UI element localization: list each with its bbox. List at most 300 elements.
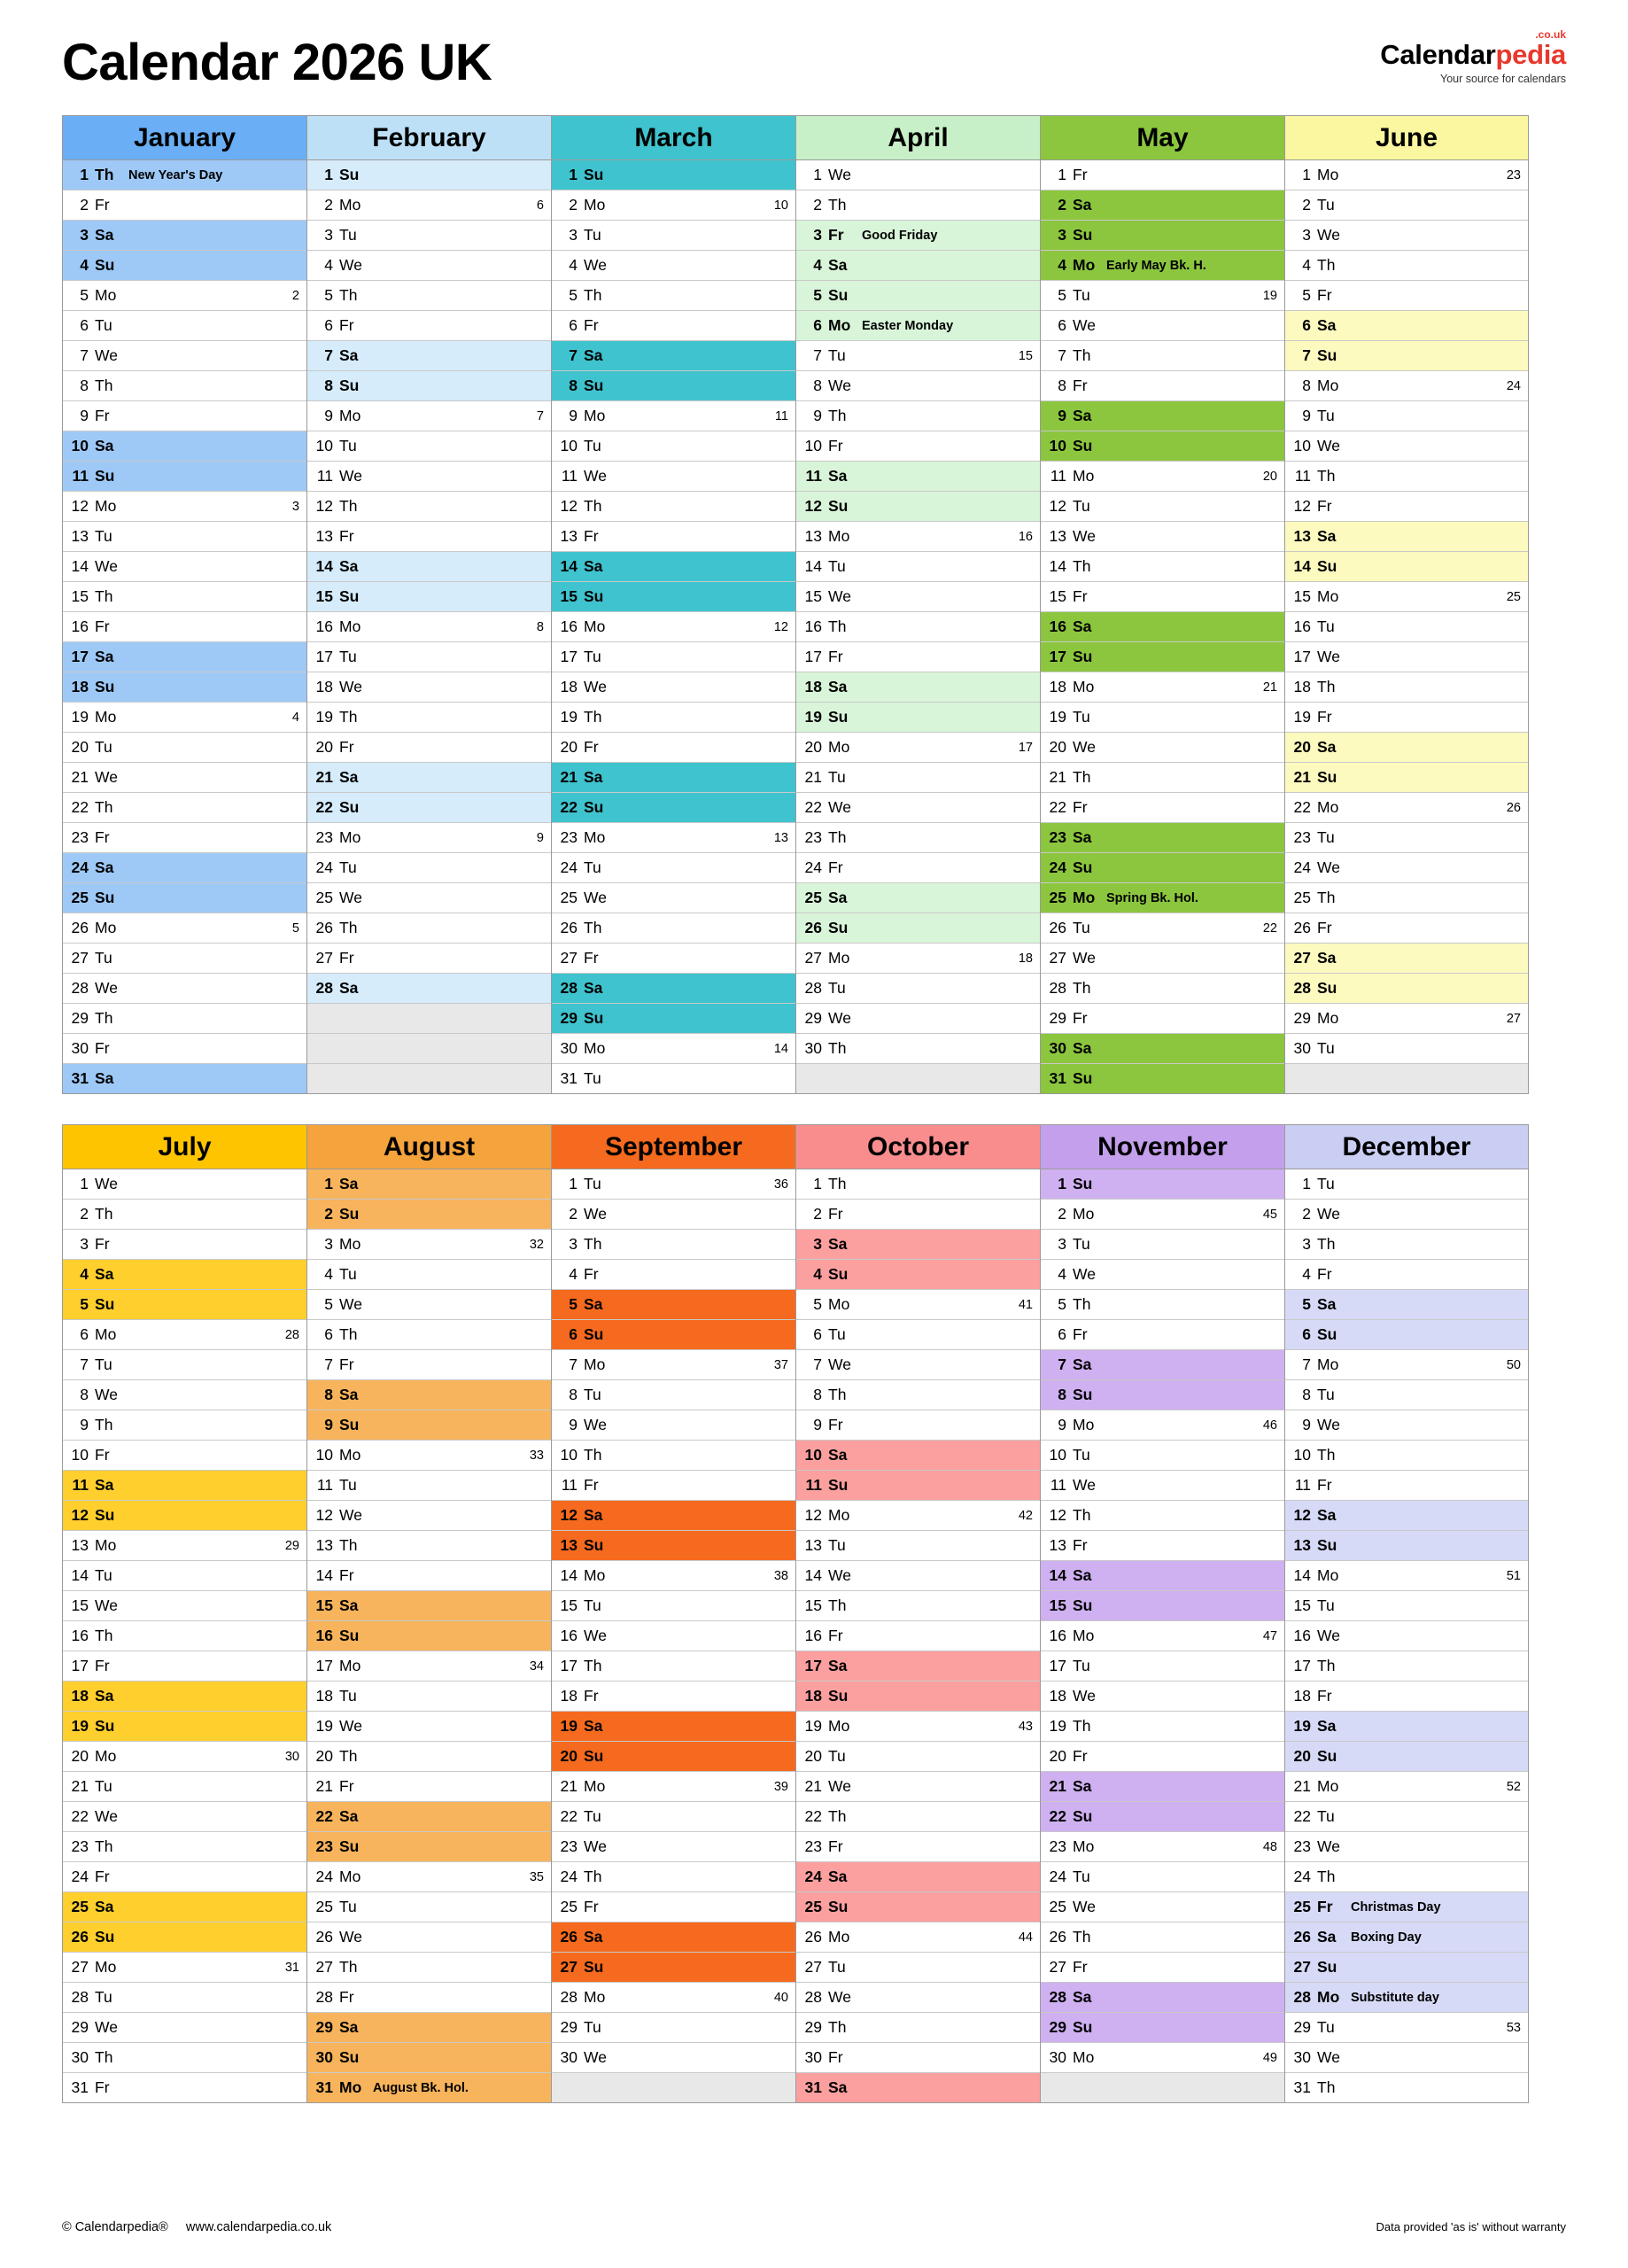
- week-number: 2: [291, 288, 299, 303]
- day-of-week: Tu: [828, 557, 846, 575]
- day-number: 7: [813, 346, 822, 364]
- week-number: 39: [773, 1779, 788, 1794]
- day-number: 12: [560, 1506, 578, 1524]
- week-number: 22: [1262, 920, 1277, 936]
- day-number: 23: [1293, 1837, 1311, 1855]
- day-of-week: We: [339, 1295, 362, 1313]
- day-row: [63, 823, 306, 853]
- day-of-week: Mo: [1073, 256, 1096, 274]
- day-number: 7: [1302, 1355, 1311, 1373]
- day-of-week: Tu: [584, 1175, 601, 1192]
- day-of-week: We: [339, 1928, 362, 1946]
- day-row: [796, 763, 1040, 793]
- day-row: [1285, 1772, 1528, 1802]
- day-number: 27: [71, 1958, 89, 1976]
- day-row: [63, 1320, 306, 1350]
- day-number: 7: [80, 346, 89, 364]
- day-row: [796, 642, 1040, 672]
- day-row: [552, 341, 795, 371]
- day-number: 7: [813, 1355, 822, 1373]
- holiday-label: Substitute day: [1351, 1990, 1439, 2005]
- week-number: 36: [773, 1177, 788, 1192]
- day-of-week: Fr: [828, 648, 843, 665]
- day-number: 9: [324, 1416, 333, 1433]
- day-row: [1285, 1501, 1528, 1531]
- day-of-week: Fr: [95, 1446, 110, 1464]
- day-row: [1041, 853, 1284, 883]
- holiday-label: Boxing Day: [1351, 1930, 1422, 1945]
- day-row: [307, 552, 551, 582]
- day-row: [307, 1892, 551, 1922]
- day-row: [63, 974, 306, 1004]
- day-of-week: Fr: [95, 1235, 110, 1253]
- day-row: [63, 1561, 306, 1591]
- brand-name: [1380, 28, 1566, 71]
- day-row: [796, 1471, 1040, 1501]
- day-number: 21: [1049, 768, 1066, 786]
- day-of-week: Sa: [1073, 1777, 1092, 1795]
- day-of-week: Sa: [95, 1687, 114, 1705]
- day-row: [1285, 522, 1528, 552]
- day-of-week: Tu: [1317, 2018, 1335, 2036]
- week-number: 17: [1018, 740, 1033, 755]
- day-row: [552, 1591, 795, 1621]
- day-number: 16: [1049, 617, 1066, 635]
- day-number: 23: [1293, 828, 1311, 846]
- day-row: [796, 1034, 1040, 1064]
- day-row: [307, 190, 551, 221]
- day-of-week: Su: [1317, 1747, 1337, 1765]
- day-row: [1285, 763, 1528, 793]
- day-row: [1285, 251, 1528, 281]
- day-row: [796, 281, 1040, 311]
- day-number: 20: [1293, 738, 1311, 756]
- day-row: [63, 1380, 306, 1410]
- day-number: 10: [1293, 1446, 1311, 1464]
- day-number: 8: [569, 1386, 578, 1403]
- day-number: 21: [315, 1777, 333, 1795]
- day-number: 22: [71, 798, 89, 816]
- day-row: [1285, 190, 1528, 221]
- day-row: [796, 1290, 1040, 1320]
- day-of-week: Th: [1317, 467, 1336, 485]
- day-of-week: We: [1073, 1265, 1096, 1283]
- day-number: 13: [1293, 527, 1311, 545]
- day-number: 29: [804, 1009, 822, 1027]
- day-number: 13: [804, 527, 822, 545]
- day-number: 15: [1049, 1596, 1066, 1614]
- day-row: [307, 1531, 551, 1561]
- day-row: [63, 160, 306, 190]
- day-number: 12: [1049, 1506, 1066, 1524]
- copyright-text: © Calendarpedia®: [62, 2220, 168, 2234]
- day-of-week: Fr: [95, 1039, 110, 1057]
- day-row: [307, 2043, 551, 2073]
- day-row: [1285, 552, 1528, 582]
- day-row: [552, 251, 795, 281]
- day-number: 3: [1058, 226, 1066, 244]
- day-of-week: We: [828, 1355, 851, 1373]
- day-row: [307, 1862, 551, 1892]
- day-of-week: Th: [95, 1416, 113, 1433]
- day-of-week: Th: [1073, 1506, 1091, 1524]
- day-number: 22: [1049, 798, 1066, 816]
- day-number: 15: [315, 587, 333, 605]
- day-number: 2: [813, 196, 822, 214]
- day-row: [796, 2073, 1040, 2103]
- day-number: 4: [324, 256, 333, 274]
- day-row: [307, 1742, 551, 1772]
- day-number: 16: [71, 617, 89, 635]
- day-number: 28: [1049, 1988, 1066, 2006]
- day-row: [552, 401, 795, 431]
- day-number: 27: [1049, 949, 1066, 967]
- day-number: 8: [813, 1386, 822, 1403]
- day-of-week: Sa: [1317, 527, 1337, 545]
- day-row: [1041, 1953, 1284, 1983]
- month-column-september: [551, 1124, 795, 2103]
- day-number: 20: [71, 1747, 89, 1765]
- day-row: [63, 1953, 306, 1983]
- day-of-week: Mo: [1073, 1416, 1095, 1433]
- day-row: [1041, 462, 1284, 492]
- day-number: 24: [560, 1868, 578, 1885]
- day-number: 30: [560, 2048, 578, 2066]
- day-of-week: We: [95, 2018, 118, 2036]
- week-number: 3: [291, 499, 299, 514]
- day-number: 30: [560, 1039, 578, 1057]
- day-of-week: Tu: [584, 1596, 601, 1614]
- day-row: [1285, 1892, 1528, 1922]
- day-of-week: Su: [828, 497, 849, 515]
- day-row: [307, 1651, 551, 1682]
- day-of-week: Th: [1073, 768, 1091, 786]
- day-row: [307, 763, 551, 793]
- day-row: [1041, 1892, 1284, 1922]
- day-number: 13: [71, 1536, 89, 1554]
- day-number: 12: [315, 1506, 333, 1524]
- day-row: [552, 733, 795, 763]
- day-of-week: Tu: [828, 979, 846, 997]
- day-number: 6: [813, 316, 822, 334]
- day-row: [63, 1441, 306, 1471]
- week-number: 7: [536, 408, 544, 423]
- day-of-week: Fr: [1317, 1265, 1332, 1283]
- day-number: 2: [80, 196, 89, 214]
- day-row: [63, 431, 306, 462]
- day-of-week: Th: [339, 1958, 358, 1976]
- day-of-week: We: [95, 768, 118, 786]
- day-row: [307, 221, 551, 251]
- day-row: [796, 672, 1040, 703]
- empty-row: [1041, 2073, 1284, 2103]
- day-of-week: Th: [584, 1446, 602, 1464]
- day-number: 14: [1293, 557, 1311, 575]
- day-number: 16: [804, 617, 822, 635]
- day-number: 8: [80, 1386, 89, 1403]
- day-number: 3: [80, 226, 89, 244]
- day-row: [796, 1953, 1040, 1983]
- day-row: [1285, 944, 1528, 974]
- day-row: [307, 492, 551, 522]
- day-row: [1041, 974, 1284, 1004]
- day-number: 22: [1293, 798, 1311, 816]
- day-of-week: Mo: [584, 1777, 606, 1795]
- day-row: [796, 431, 1040, 462]
- day-of-week: Tu: [339, 858, 357, 876]
- day-row: [1285, 1441, 1528, 1471]
- day-of-week: Fr: [1073, 1747, 1088, 1765]
- day-number: 12: [1293, 497, 1311, 515]
- page-title: Calendar 2026 UK: [62, 34, 492, 91]
- day-number: 21: [1049, 1777, 1066, 1795]
- week-number: 50: [1506, 1357, 1521, 1372]
- day-row: [1285, 281, 1528, 311]
- day-of-week: Fr: [339, 1355, 354, 1373]
- day-of-week: Fr: [339, 316, 354, 334]
- day-number: 15: [560, 1596, 578, 1614]
- day-of-week: Mo: [584, 407, 606, 424]
- day-number: 9: [1058, 407, 1066, 424]
- day-of-week: Tu: [1317, 617, 1335, 635]
- day-number: 31: [804, 2078, 822, 2096]
- day-of-week: Sa: [828, 678, 848, 695]
- day-number: 3: [569, 226, 578, 244]
- day-of-week: Mo: [828, 738, 850, 756]
- brand-logo: [1380, 23, 1566, 85]
- day-of-week: Fr: [828, 437, 843, 454]
- day-row: [63, 1531, 306, 1561]
- day-of-week: Fr: [828, 1416, 843, 1433]
- day-number: 6: [1058, 316, 1066, 334]
- day-number: 17: [804, 1657, 822, 1674]
- day-number: 27: [1293, 949, 1311, 967]
- day-number: 25: [804, 1898, 822, 1915]
- day-number: 18: [71, 678, 89, 695]
- week-number: 20: [1262, 469, 1277, 484]
- day-number: 25: [1049, 889, 1066, 906]
- day-number: 11: [1294, 467, 1311, 485]
- week-number: 30: [284, 1749, 299, 1764]
- day-number: 3: [324, 226, 333, 244]
- day-number: 9: [80, 407, 89, 424]
- day-number: 5: [1058, 286, 1066, 304]
- day-number: 27: [315, 1958, 333, 1976]
- day-of-week: Sa: [1073, 407, 1092, 424]
- day-of-week: Sa: [95, 858, 114, 876]
- day-of-week: Mo: [95, 497, 117, 515]
- day-number: 10: [71, 437, 89, 454]
- day-of-week: Tu: [584, 648, 601, 665]
- day-of-week: Mo: [1317, 1988, 1340, 2006]
- day-of-week: Fr: [95, 196, 110, 214]
- month-column-november: [1040, 1124, 1284, 2103]
- day-number: 8: [1058, 377, 1066, 394]
- week-number: 16: [1018, 529, 1033, 544]
- day-row: [307, 1410, 551, 1441]
- day-of-week: We: [828, 166, 851, 183]
- day-number: 18: [71, 1687, 89, 1705]
- week-number: 42: [1018, 1508, 1033, 1523]
- day-row: [1041, 401, 1284, 431]
- day-row: [307, 1350, 551, 1380]
- month-header: May: [1041, 116, 1284, 160]
- day-of-week: Su: [339, 798, 360, 816]
- day-number: 8: [324, 1386, 333, 1403]
- day-number: 13: [560, 1536, 578, 1554]
- day-of-week: Sa: [828, 1868, 848, 1885]
- day-of-week: We: [95, 557, 118, 575]
- week-number: 15: [1018, 348, 1033, 363]
- day-of-week: We: [584, 1205, 607, 1223]
- day-of-week: Th: [584, 1657, 602, 1674]
- day-row: [552, 281, 795, 311]
- day-of-week: We: [1317, 226, 1340, 244]
- day-number: 4: [569, 1265, 578, 1283]
- day-of-week: Sa: [339, 979, 359, 997]
- day-of-week: Sa: [584, 1928, 603, 1946]
- day-number: 11: [72, 467, 89, 485]
- day-of-week: Sa: [828, 1657, 848, 1674]
- day-of-week: Su: [339, 1416, 360, 1433]
- week-number: 53: [1506, 2020, 1521, 2035]
- week-number: 9: [536, 830, 544, 845]
- day-row: [552, 1772, 795, 1802]
- day-number: 29: [804, 2018, 822, 2036]
- day-number: 6: [1058, 1325, 1066, 1343]
- day-row: [63, 672, 306, 703]
- day-row: [1041, 763, 1284, 793]
- holiday-label: August Bk. Hol.: [373, 2080, 469, 2095]
- day-row: [307, 733, 551, 763]
- day-number: 24: [315, 1868, 333, 1885]
- day-number: 28: [1293, 1988, 1311, 2006]
- week-number: 34: [529, 1658, 544, 1674]
- holiday-label: New Year's Day: [128, 167, 223, 183]
- day-number: 25: [560, 1898, 578, 1915]
- day-row: [796, 251, 1040, 281]
- day-number: 11: [316, 467, 333, 485]
- day-row: [1285, 582, 1528, 612]
- day-row: [63, 492, 306, 522]
- day-of-week: Su: [828, 919, 849, 936]
- day-of-week: Th: [95, 1205, 113, 1223]
- day-row: [1041, 552, 1284, 582]
- day-of-week: Th: [828, 2018, 847, 2036]
- day-of-week: Tu: [584, 1069, 601, 1087]
- day-row: [552, 1230, 795, 1260]
- day-number: 3: [324, 1235, 333, 1253]
- day-number: 9: [569, 1416, 578, 1433]
- day-number: 20: [804, 1747, 822, 1765]
- day-of-week: Sa: [339, 2018, 359, 2036]
- brand-tagline: Your source for calendars: [1440, 73, 1566, 85]
- day-number: 25: [315, 1898, 333, 1915]
- day-row: [63, 281, 306, 311]
- day-of-week: Su: [584, 377, 604, 394]
- day-number: 6: [324, 316, 333, 334]
- day-of-week: We: [95, 1596, 118, 1614]
- day-number: 15: [804, 587, 822, 605]
- day-number: 19: [71, 1717, 89, 1735]
- day-number: 19: [1049, 1717, 1066, 1735]
- day-row: [1041, 160, 1284, 190]
- day-number: 7: [569, 346, 578, 364]
- day-row: [307, 823, 551, 853]
- day-row: [1041, 1004, 1284, 1034]
- day-row: [796, 1832, 1040, 1862]
- day-row: [1285, 1034, 1528, 1064]
- day-row: [1285, 1682, 1528, 1712]
- day-of-week: We: [584, 1416, 607, 1433]
- day-number: 31: [315, 2078, 333, 2096]
- day-row: [1285, 492, 1528, 522]
- day-of-week: Mo: [828, 1928, 850, 1946]
- day-of-week: Th: [95, 377, 113, 394]
- day-of-week: Fr: [339, 1777, 354, 1795]
- day-number: 24: [71, 858, 89, 876]
- day-row: [307, 1320, 551, 1350]
- day-row: [552, 462, 795, 492]
- day-of-week: Mo: [584, 828, 606, 846]
- day-of-week: Th: [1073, 1295, 1091, 1313]
- day-number: 24: [804, 858, 822, 876]
- day-number: 12: [560, 497, 578, 515]
- day-of-week: Th: [95, 798, 113, 816]
- day-number: 1: [80, 166, 89, 183]
- day-number: 11: [316, 1476, 333, 1494]
- day-of-week: Tu: [95, 1777, 112, 1795]
- empty-row: [796, 1064, 1040, 1094]
- day-of-week: Mo: [95, 1536, 117, 1554]
- day-of-week: Fr: [584, 1898, 599, 1915]
- day-number: 22: [804, 798, 822, 816]
- day-number: 23: [315, 828, 333, 846]
- day-of-week: Mo: [95, 919, 117, 936]
- day-row: [307, 913, 551, 944]
- day-number: 18: [1049, 678, 1066, 695]
- website-link[interactable]: www.calendarpedia.co.uk: [185, 2220, 332, 2234]
- day-of-week: Mo: [95, 708, 117, 726]
- day-row: [796, 311, 1040, 341]
- day-row: [1285, 2013, 1528, 2043]
- day-of-week: Th: [1073, 1717, 1091, 1735]
- day-of-week: Mo: [1317, 1566, 1339, 1584]
- day-of-week: Sa: [584, 979, 603, 997]
- day-of-week: Mo: [1073, 678, 1095, 695]
- day-of-week: Sa: [339, 1807, 359, 1825]
- day-row: [796, 341, 1040, 371]
- day-row: [796, 1892, 1040, 1922]
- day-of-week: Fr: [1317, 919, 1332, 936]
- day-of-week: Su: [95, 678, 115, 695]
- day-row: [796, 2043, 1040, 2073]
- day-row: [796, 1561, 1040, 1591]
- day-number: 1: [1302, 166, 1311, 183]
- day-number: 28: [560, 979, 578, 997]
- day-row: [63, 1742, 306, 1772]
- day-row: [307, 1922, 551, 1953]
- day-row: [63, 1922, 306, 1953]
- day-of-week: Fr: [584, 738, 599, 756]
- day-number: 14: [71, 557, 89, 575]
- day-of-week: Mo: [584, 1039, 606, 1057]
- week-number: 21: [1262, 680, 1277, 695]
- holiday-label: Early May Bk. H.: [1106, 258, 1206, 273]
- week-number: 45: [1262, 1207, 1277, 1222]
- day-of-week: Mo: [339, 1868, 361, 1885]
- day-number: 17: [1293, 648, 1311, 665]
